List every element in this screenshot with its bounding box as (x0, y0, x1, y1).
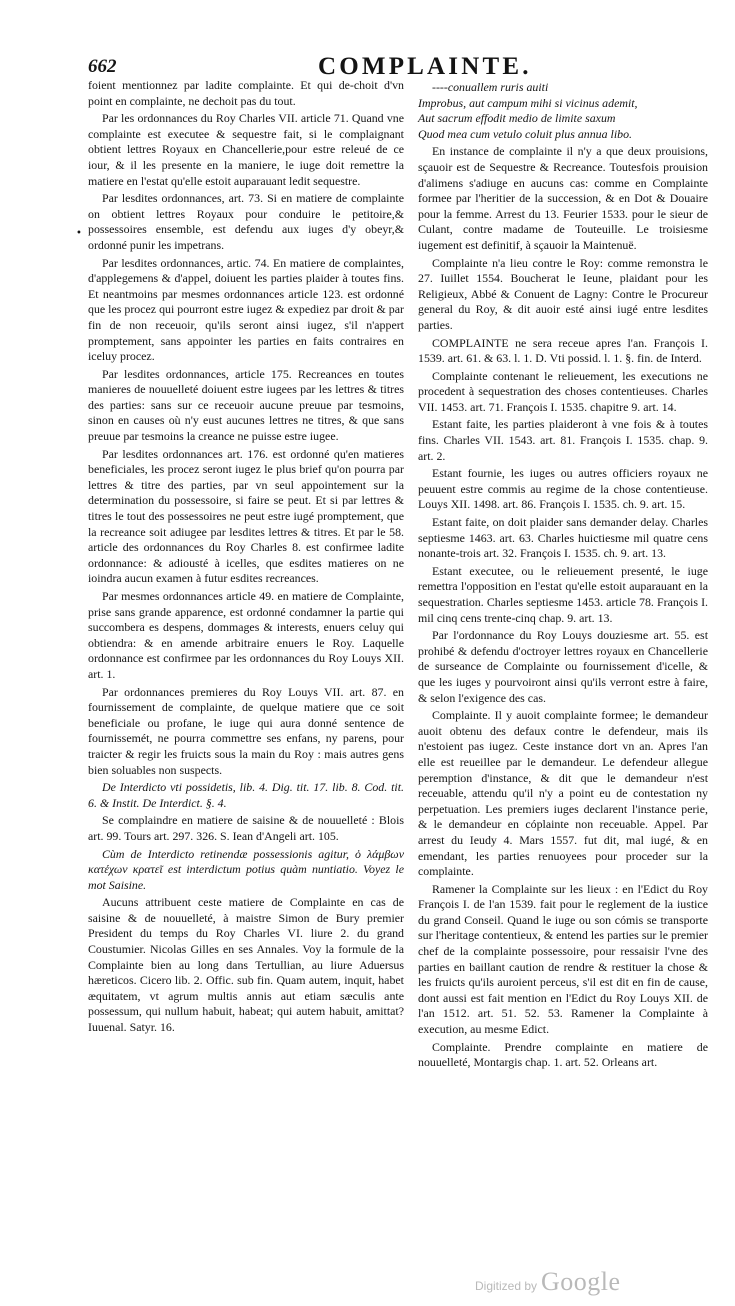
right-paragraph: Estant faite, on doit plaider sans demander delay. Charles septiesme 1463. art. 63. Charles huictiesme mil quatre cens nonante-trois art. 32. François I. 1535. ch. 9. art. 13. (418, 515, 708, 561)
right-column (418, 80, 708, 1073)
left-paragraph: Par lesdites ordonnances, article 175. Recreances en toutes manieres de nouuelleté doiuent estre iugees par les lettres & titres des parties: sans sur ce receuoir aucune preuue par tesmoins, sinon en causes où n'y eust aucunes lettres ne titres, & que sans preuue par tesmoins la creance ne puisse estre iugee. (88, 366, 404, 444)
right-paragraph: Estant executee, ou le relieuement presenté, le iuge remettra l'opposition en l'estat qu'elle estoit auparauant en la sequestration. Charles septiesme 1453. article 78. François I. mil cinq cens trente-cinq chap. 9. art. 13. (418, 563, 708, 625)
verse-line: Quod mea cum vetulo coluit plus annua libo. (418, 126, 633, 141)
left-paragraph: Par lesdites ordonnances art. 176. est ordonné qu'en matieres beneficiales, les procez seront iugez le plus brief qu'on pourra par lettres & titre des parties, par vn seul appointement sur la determination du possessoire, si faire se peut. Et si par lettres & titres le tout des possessoires ne peut estre iugé promptement, que la recreance soit adiugee par lesdites lettres & titres. Et par le 58. article des ordonnances du Roy Charles 8. est confirmee ladite ordonnance: & adiousté à icelles, que esdites matieres on ne ioindra aucun examen à futur esdites recreances. (88, 446, 404, 586)
digitized-label: Digitized by (475, 1279, 538, 1293)
digitized-by-google-watermark (475, 1267, 621, 1297)
running-title: COMPLAINTE. (318, 53, 532, 80)
verse-line: Aut sacrum effodit medio de limite saxum (418, 111, 616, 126)
left-citation: De Interdicto vti possidetis, lib. 4. Dig. tit. 17. lib. 8. Cod. tit. 6. & Instit. De Interdict. §. 4. (88, 780, 404, 810)
google-logo: Google (541, 1267, 621, 1296)
left-citation: Cùm de Interdicto retinendæ possessionis agitur, ὁ λάμβων κατέχων κρατεῖ est interdictum potius quàm nuntiatio. Voyez le mot Saisine. (88, 846, 404, 892)
left-paragraph: foient mentionnez par ladite complainte. Et qui de-choit d'vn point en complainte, ne dechoit pas du tout. (88, 78, 404, 108)
left-paragraph: Aucuns attribuent ceste matiere de Complainte en cas de saisine & de nouuelleté, à maistre Simon de Bury premier President du temps du Roy Charles VI. liure 2. du grand Coustumier. Nicolas Gilles en ses Annales. Voy la formule de la Complainte bien au long dans Tertullian, au liure Aduersus hæreticos. Cicero lib. 2. Offic. sub fin. Quam autem, inquit, habet æquitatem, vt agrum multis annis aut etiam sæculis ante possessum, qui nullum habuit, habeat; qui autem habuit, amittat? Iuuenal. Satyr. 16. (88, 895, 404, 1035)
column-gutter (410, 80, 411, 1180)
right-paragraph: Ramener la Complainte sur les lieux : en l'Edict du Roy François I. de l'an 1539. fait pour le reglement de la iustice du grand Conseil. Quand le iuge ou son cómis se transporte sur l'heritage contentieux, & entend les parties sur le premier chef de la complainte possessoire, pour ressaisir l'vne des parties en baillant caution de rendre & restituer la chose & les fruicts qu'ils auroient perceus, s'il est dit en fin de cause, dont aussi est fait mention en l'Edict du Roy Louys XII. de l'an 1512. art. 51. 52. 53. Ramener la Complainte à execution, au mesme Edict. (418, 881, 708, 1037)
left-column (88, 78, 404, 1038)
left-paragraph: Se complaindre en matiere de saisine & de nouuelleté : Blois art. 99. Tours art. 297. 326. S. Iean d'Angeli art. 105. (88, 813, 404, 843)
left-paragraph: Par lesdites ordonnances, artic. 74. En matiere de complaintes, d'applegemens & d'appel, doiuent les parties plaider à toutes fins. Et neantmoins par mesmes ordonnances article 123. est ordonné que les procez qui pourront estre iugez & expediez par droit & par fin de non receuoir, qu'ils seront ainsi iugez, s'il n'appert promptement, sans appointer les parties en faits contraires en iceluy procez. (88, 255, 404, 364)
verse-line: Improbus, aut campum mihi si vicinus ademit, (418, 95, 638, 110)
right-paragraph: Complainte. Prendre complainte en matiere de nouuelleté, Montargis chap. 1. art. 52. Orleans art. (418, 1039, 708, 1070)
page-number: 662 (88, 56, 117, 77)
right-paragraph: Complainte contenant le relieuement, les executions ne procedent à sequestration des choses contentieuses. Charles VII. 1453. art. 71. François I. 1535. chapitre 9. art. 14. (418, 368, 708, 414)
margin-bullet: • (76, 228, 82, 239)
right-paragraph: Estant fournie, les iuges ou autres officiers royaux ne peuuent estre commis au regime de la chose contentieuse. Louys XII. 1498. art. 86. François I. 1535. ch. 9. art. 15. (418, 466, 708, 512)
left-paragraph: Par ordonnances premieres du Roy Louys VII. art. 87. en fournissement de complainte, de quelque matiere que ce soit beneficiale ou profane, le iuge qui aura donné sentence de fournissemét, ne pourra commettre ses enfans, ny parens, pour traicter & regir les fruicts sous la main du Roy : mais autres gens bien soluables non suspects. (88, 684, 404, 777)
right-paragraph: En instance de complainte il n'y a que deux prouisions, sçauoir est de Sequestre & Recreance. Toutesfois prouision d'alimens s'adiuge en aucuns cas: comme en Complainte formee par l'heritier de la succession, & en Dot & Douaire pour la femme. Arrest du 13. Feurier 1533. pour le sieur de Culant, contre madame de Touteuille. Le troisiesme iugement est definitif, à sçauoir la Maintenuë. (418, 144, 708, 252)
verse-line: ----conuallem ruris auiti (432, 80, 549, 94)
right-paragraph: Estant faite, les parties plaideront à vne fois & à toutes fins. Charles VII. 1543. art. 81. François I. 1535. chap. 9. art. 2. (418, 417, 708, 463)
right-paragraph: Par l'ordonnance du Roy Louys douziesme art. 55. est prohibé & defendu d'octroyer lettres royaux en Chancellerie de surseance de Complainte ou fournissement d'icelle, & que les iuges y pourvoiront ainsi qu'ils verront estre à faire, & selon l'exigence des cas. (418, 628, 708, 705)
left-paragraph: Par les ordonnances du Roy Charles VII. article 71. Quand vne complainte est executee & sequestre fait, si le complaignant obtient lettres Royaux en Chancellerie,pour estre releué de ce iour, & il les presente en la maniere, le iuge doit remettre la matiere en l'estat qu'elle estoit auparauant ledit sequestre. (88, 111, 404, 188)
right-paragraph: Complainte. Il y auoit complainte formee; le demandeur auoit obtenu des defaux contre le defendeur, mais ils n'estoient pas iugez. Ceste instance dort vn an. Apres l'an elle est reueillee par le demandeur. Le defendeur allegue peremption d'instance, & dit que le demandeur n'est receuable, attendu qu'il n'y a point eu de contestation ny perpetuation. Les premiers iuges declarent l'instance perie, & le demandeur en cóplainte non receuable. Appel. Par arrest du Ieudy 4. Mars 1557. fut dit, mal iugé, & en emendant, les parties renuoyees pour proceder sur la complainte. (418, 708, 708, 879)
latin-verse (418, 80, 708, 142)
right-paragraph: Complainte n'a lieu contre le Roy: comme remonstra le 27. Iuillet 1554. Boucherat le Ieune, plaidant pour les Religieux, Abbé & Conuent de Lagny: Contre le Procureur general du Roy, & dit auoir esté ainsi iugé entre lesdites parties. (418, 255, 708, 332)
left-paragraph: Par lesdites ordonnances, art. 73. Si en matiere de complainte on obtient lettres Royaux pour conduire le petitoire,& possessoires ensemble, est defendu aux iuges d'y obeyr,& ordonné punir les impetrans. (88, 191, 404, 252)
left-paragraph: Par mesmes ordonnances article 49. en matiere de Complainte, prise sans grande apparence, est ordonné condamner la partie qui succombera es despens, dommages & interests, enuers celuy qui obtiendra: & en amende arbitraire enuers le Roy. Laquelle ordonnance est confirmee par les ordonnances du Roy Louys XII. art. 1. (88, 589, 404, 681)
right-paragraph: COMPLAINTE ne sera receue apres l'an. François I. 1539. art. 61. & 63. l. 1. D. Vti possid. l. 1. §. fin. de Interd. (418, 335, 708, 366)
